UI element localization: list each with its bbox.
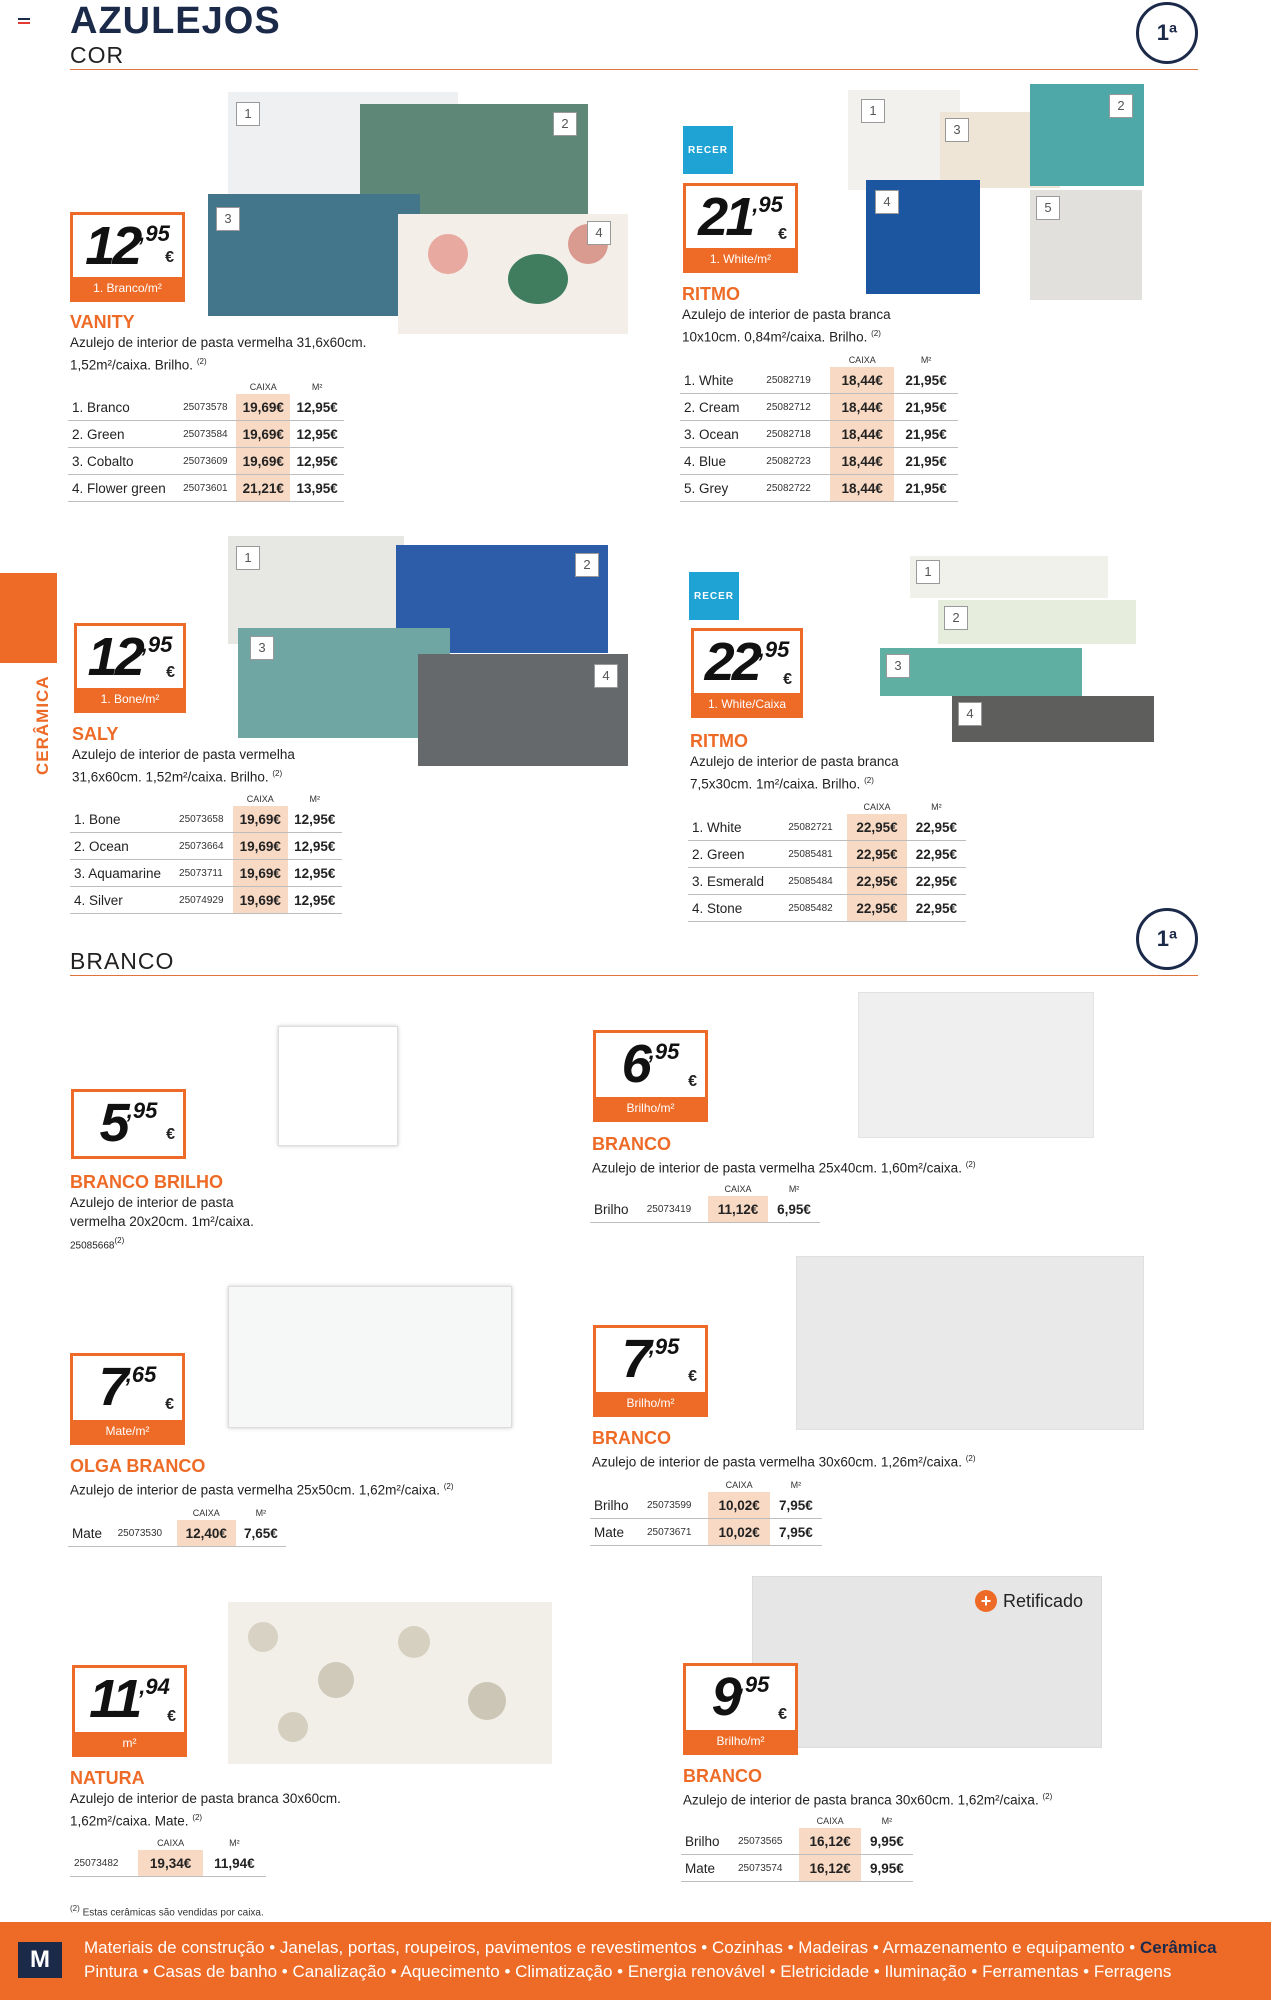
product-description: Azulejo de interior de pasta vermelha 31,6x60cm. 1,52m²/caixa. Brilho. $^{(2)}$ (70, 335, 367, 373)
tile-image-branco-brilho (278, 1026, 398, 1146)
table-row: 2. Green 25085481 22,95€ 22,95€ (688, 841, 966, 868)
brand-logo: RECER (689, 572, 739, 620)
table-row: 5. Grey 25082722 18,44€ 21,95€ (680, 475, 958, 502)
table-row: 4. Flower green 25073601 21,21€ 13,95€ (68, 475, 344, 502)
table-row: 1. Branco 25073578 19,69€ 12,95€ (68, 394, 344, 421)
tile-number: 3 (945, 118, 969, 142)
tile-number: 2 (553, 112, 577, 136)
divider (70, 69, 1198, 70)
tile-number: 2 (575, 553, 599, 577)
tile-number: 2 (1109, 94, 1133, 118)
price-tag: 9,95 € Brilho/m² (683, 1663, 798, 1755)
product-description: Azulejo de interior de pasta vermelha 20x20cm. 1m²/caixa. 25085668$^{(2)}$ (70, 1195, 254, 1252)
tile-number: 1 (916, 560, 940, 584)
table-row: 3. Aquamarine 25073711 19,69€ 12,95€ (70, 860, 342, 887)
section-heading-cor: COR (70, 42, 125, 68)
tile-number: 4 (594, 664, 618, 688)
tile-image-esmerald (880, 648, 1082, 696)
tile-image-olga (228, 1286, 512, 1428)
price-table: CAIXA M² 1. Branco 25073578 19,69€ 12,95€ 2. Green 25073584 19,69€ 12,95€ 3. Cobalto 25073609 19,69€ 12,95€ 4. Flower green 25073601 21,21€ 13,95€ (68, 382, 344, 502)
tile-image-branco (858, 992, 1094, 1138)
divider (70, 975, 1198, 976)
table-row: 3. Cobalto 25073609 19,69€ 12,95€ (68, 448, 344, 475)
table-row: 25073482 19,34€ 11,94€ (70, 1850, 266, 1877)
product-name: BRANCO (683, 1766, 762, 1786)
product-description: Azulejo de interior de pasta vermelha 30x60cm. 1,26m²/caixa. $^{(2)}$ (592, 1454, 976, 1470)
tile-number: 3 (216, 207, 240, 231)
price-tag: 12,95 € 1. Branco/m² (70, 212, 185, 302)
tile-number: 4 (587, 221, 611, 245)
product-name: OLGA BRANCO (70, 1456, 206, 1476)
product-name: BRANCO (592, 1134, 671, 1154)
product-description: Azulejo de interior de pasta branca 10x10cm. 0,84m²/caixa. Brilho. $^{(2)}$ (682, 307, 891, 345)
product-name: NATURA (70, 1768, 145, 1788)
table-row: Brilho 25073419 11,12€ 6,95€ (590, 1196, 820, 1223)
price-table: CAIXA M² Brilho 25073565 16,12€ 9,95€ Mate 25073574 16,12€ 9,95€ (681, 1816, 913, 1882)
tile-image-branco (796, 1256, 1144, 1430)
footer-categories-line1: Materiais de construção • Janelas, portas, roupeiros, pavimentos e revestimentos • Cozinhas • Madeiras • Armazenamento e equipamento • Cerâmica (84, 1938, 1217, 1957)
product-description: Azulejo de interior de pasta vermelha 25x40cm. 1,60m²/caixa. $^{(2)}$ (592, 1160, 976, 1176)
price-table: CAIXA M² 1. Bone 25073658 19,69€ 12,95€ 2. Ocean 25073664 19,69€ 12,95€ 3. Aquamarine 25073711 19,69€ 12,95€ 4. Silver 25074929 19,69€ 12,95€ (70, 794, 342, 914)
table-row: Mate 25073530 12,40€ 7,65€ (68, 1520, 286, 1547)
page-title: AZULEJOS (70, 0, 281, 42)
product-description: Azulejo de interior de pasta branca 7,5x30cm. 1m²/caixa. Brilho. $^{(2)}$ (690, 754, 899, 792)
product-description: Azulejo de interior de pasta branca 30x60cm. 1,62m²/caixa. $^{(2)}$ (683, 1792, 1053, 1808)
plus-icon: + (975, 1590, 997, 1612)
tile-number: 1 (236, 546, 260, 570)
price-tag: 6,95 € Brilho/m² (593, 1030, 708, 1122)
table-row: 1. White 25082721 22,95€ 22,95€ (688, 814, 966, 841)
tile-number: 1 (236, 102, 260, 126)
footnote: $^{(2)}$ Estas cerâmicas são vendidas por caixa. (70, 1904, 264, 1919)
price-tag: 11,94 € m² (72, 1665, 187, 1757)
product-name: BRANCO (592, 1428, 671, 1448)
tile-number: 5 (1036, 196, 1060, 220)
price-table: CAIXA M² 25073482 19,34€ 11,94€ (70, 1838, 266, 1877)
price-table: CAIXA M² Brilho 25073599 10,02€ 7,95€ Mate 25073671 10,02€ 7,95€ (590, 1480, 822, 1546)
tile-image-stone (952, 696, 1154, 742)
table-row: Brilho 25073565 16,12€ 9,95€ (681, 1828, 913, 1855)
sidebar-label: CERÂMICA (33, 675, 52, 775)
table-row: 2. Green 25073584 19,69€ 12,95€ (68, 421, 344, 448)
product-name: SALY (72, 724, 119, 744)
product-name: RITMO (682, 284, 740, 304)
sidebar-tab (0, 573, 57, 663)
price-table: CAIXA M² 1. White 25082721 22,95€ 22,95€ 2. Green 25085481 22,95€ 22,95€ 3. Esmerald 25085484 22,95€ 22,95€ 4. Stone 25085482 22,95€ 22,95€ (688, 802, 966, 922)
brand-logo: RECER (683, 126, 733, 174)
table-row: 1. Bone 25073658 19,69€ 12,95€ (70, 806, 342, 833)
flag-icon (18, 18, 30, 24)
footer-bar (0, 1922, 1271, 2000)
table-row: Mate 25073671 10,02€ 7,95€ (590, 1519, 822, 1546)
tile-number: 4 (958, 702, 982, 726)
price-tag: 21,95 € 1. White/m² (683, 183, 798, 273)
price-tag: 7,65 € Mate/m² (70, 1353, 185, 1445)
section-heading-branco: BRANCO (70, 948, 175, 974)
table-row: 2. Cream 25082712 18,44€ 21,95€ (680, 394, 958, 421)
quality-seal-icon: 1ª (1136, 2, 1198, 64)
table-row: 4. Blue 25082723 18,44€ 21,95€ (680, 448, 958, 475)
brand-logo: M (18, 1942, 62, 1978)
price-tag: 22,95 € 1. White/Caixa (691, 628, 803, 718)
tile-number: 4 (875, 190, 899, 214)
product-description: Azulejo de interior de pasta vermelha 25x50cm. 1,62m²/caixa. $^{(2)}$ (70, 1482, 454, 1498)
tile-number: 1 (861, 99, 885, 123)
tile-number: 3 (886, 654, 910, 678)
table-row: 3. Ocean 25082718 18,44€ 21,95€ (680, 421, 958, 448)
tile-number: 3 (250, 636, 274, 660)
footer-categories-line2: Pintura • Casas de banho • Canalização • Aquecimento • Climatização • Energia renovável • Eletricidade • Iluminação • Ferramentas • Ferragens (84, 1962, 1172, 1981)
product-name: RITMO (690, 731, 748, 751)
price-tag: 7,95 € Brilho/m² (593, 1325, 708, 1417)
table-row: 4. Stone 25085482 22,95€ 22,95€ (688, 895, 966, 922)
product-description: Azulejo de interior de pasta vermelha 31,6x60cm. 1,52m²/caixa. Brilho. $^{(2)}$ (72, 747, 295, 785)
price-table: CAIXA M² Brilho 25073419 11,12€ 6,95€ (590, 1184, 820, 1223)
tile-number: 2 (944, 606, 968, 630)
table-row: 1. White 25082719 18,44€ 21,95€ (680, 367, 958, 394)
table-row: 4. Silver 25074929 19,69€ 12,95€ (70, 887, 342, 914)
price-table: CAIXA M² Mate 25073530 12,40€ 7,65€ (68, 1508, 286, 1547)
price-table: CAIXA M² 1. White 25082719 18,44€ 21,95€ 2. Cream 25082712 18,44€ 21,95€ 3. Ocean 25082718 18,44€ 21,95€ 4. Blue 25082723 18,44€ 21,95€ 5. Grey 25082722 18,44€ 21,95€ (680, 355, 958, 502)
quality-seal-icon: 1ª (1136, 908, 1198, 970)
table-row: 2. Ocean 25073664 19,69€ 12,95€ (70, 833, 342, 860)
price-tag: 5,95 € (71, 1089, 186, 1159)
product-description: Azulejo de interior de pasta branca 30x60cm. 1,62m²/caixa. Mate. $^{(2)}$ (70, 1791, 341, 1829)
product-name: BRANCO BRILHO (70, 1172, 223, 1192)
table-row: Brilho 25073599 10,02€ 7,95€ (590, 1492, 822, 1519)
price-tag: 12,95 € 1. Bone/m² (74, 623, 186, 713)
table-row: 3. Esmerald 25085484 22,95€ 22,95€ (688, 868, 966, 895)
table-row: Mate 25073574 16,12€ 9,95€ (681, 1855, 913, 1882)
product-name: VANITY (70, 312, 135, 332)
retificado-badge: + Retificado (975, 1590, 1083, 1612)
tile-image-natura (228, 1602, 552, 1764)
